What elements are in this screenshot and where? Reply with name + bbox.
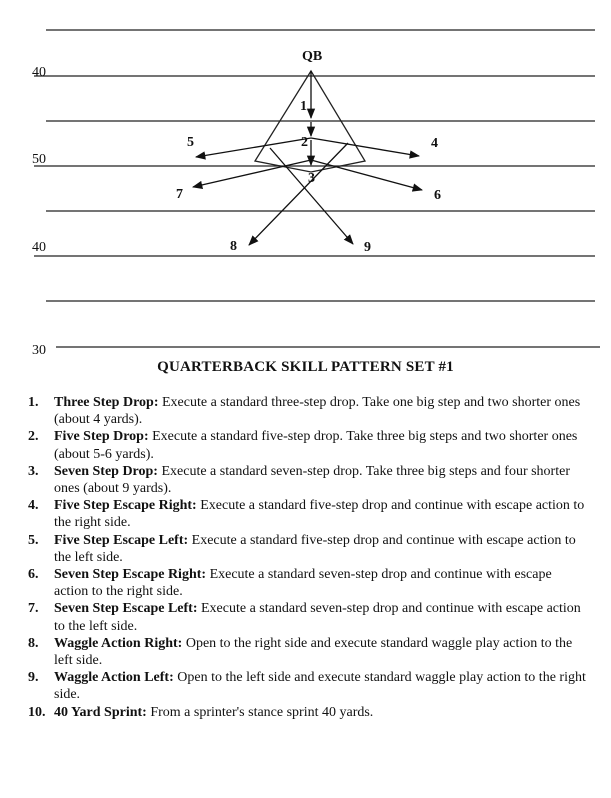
point-label-4: 4: [431, 136, 438, 151]
item-label: Five Step Drop:: [54, 429, 149, 445]
item-number: 1.: [28, 395, 39, 410]
item-text: Execute a standard seven-step drop and continue with escape action to the left side.: [54, 601, 581, 634]
point-label-9: 9: [364, 240, 371, 255]
list-item: [28, 635, 588, 669]
item-label: Three Step Drop:: [54, 395, 159, 410]
item-text: Execute a standard three-step drop. Take one big step and two shorter ones (about 4 yards).: [54, 395, 581, 428]
item-number: 3.: [28, 463, 39, 479]
item-text: Execute a standard seven-step drop. Take three big steps and four shorter ones (about 9 yards).: [54, 463, 570, 497]
list-item: [28, 428, 588, 462]
route-8: [249, 143, 348, 245]
item-text: Open to the right side and execute standard waggle play action to the left side.: [54, 635, 573, 669]
item-label: Waggle Action Left:: [54, 670, 174, 686]
qb-label: QB: [302, 49, 323, 64]
item-label: Five Step Escape Right:: [54, 498, 197, 514]
item-number: 4.: [28, 498, 39, 514]
list-item: [28, 704, 588, 721]
list-item: [28, 497, 588, 531]
item-text: Execute a standard seven-step drop and continue with escape action to the right side.: [54, 567, 552, 600]
page-title: QUARTERBACK SKILL PATTERN SET #1: [157, 359, 454, 375]
item-text: Execute a standard five-step drop and continue with escape action to the left side.: [54, 532, 576, 565]
list-item: [28, 394, 588, 428]
item-label: 40 Yard Sprint:: [54, 704, 147, 720]
yard-marker-40-top: 40: [32, 65, 46, 80]
list-item: [28, 532, 588, 566]
yard-marker-50: 50: [32, 152, 46, 167]
item-label: Waggle Action Right:: [54, 635, 183, 651]
point-label-2: 2: [301, 135, 308, 150]
point-label-7: 7: [176, 187, 183, 202]
route-7: [193, 160, 311, 187]
pattern-list: [28, 394, 588, 721]
item-label: Seven Step Escape Left:: [54, 601, 198, 617]
item-number: 10.: [28, 704, 46, 720]
point-label-1: 1: [300, 99, 307, 114]
point-label-6: 6: [434, 188, 441, 203]
list-item: [28, 669, 588, 703]
point-label-3: 3: [308, 171, 315, 186]
item-number: 8.: [28, 635, 39, 651]
item-label: Seven Step Drop:: [54, 463, 158, 479]
yard-marker-40-bottom: 40: [32, 240, 46, 255]
yard-marker-30: 30: [32, 343, 46, 358]
yard-lines: [34, 30, 600, 347]
item-number: 2.: [28, 429, 39, 445]
field-diagram: [0, 0, 611, 360]
point-label-8: 8: [230, 239, 237, 254]
item-number: 5.: [28, 532, 39, 548]
list-item: [28, 566, 588, 600]
item-number: 7.: [28, 601, 39, 617]
item-text: From a sprinter's stance sprint 40 yards.: [146, 704, 374, 720]
list-item: [28, 600, 588, 634]
item-number: 9.: [28, 670, 39, 686]
route-4: [311, 138, 419, 156]
route-5: [196, 138, 311, 157]
item-label: Seven Step Escape Right:: [54, 567, 207, 583]
list-item: [28, 463, 588, 497]
route-arrows: [193, 71, 422, 245]
item-number: 6.: [28, 567, 39, 583]
item-text: Execute a standard five-step drop and continue with escape action to the right side.: [54, 498, 585, 531]
point-label-5: 5: [187, 135, 194, 150]
item-label: Five Step Escape Left:: [54, 532, 189, 548]
item-text: Open to the left side and execute standard waggle play action to the right side.: [54, 670, 586, 703]
item-text: Execute a standard five-step drop. Take three big steps and two shorter ones (about 5-6 yards).: [54, 429, 578, 462]
